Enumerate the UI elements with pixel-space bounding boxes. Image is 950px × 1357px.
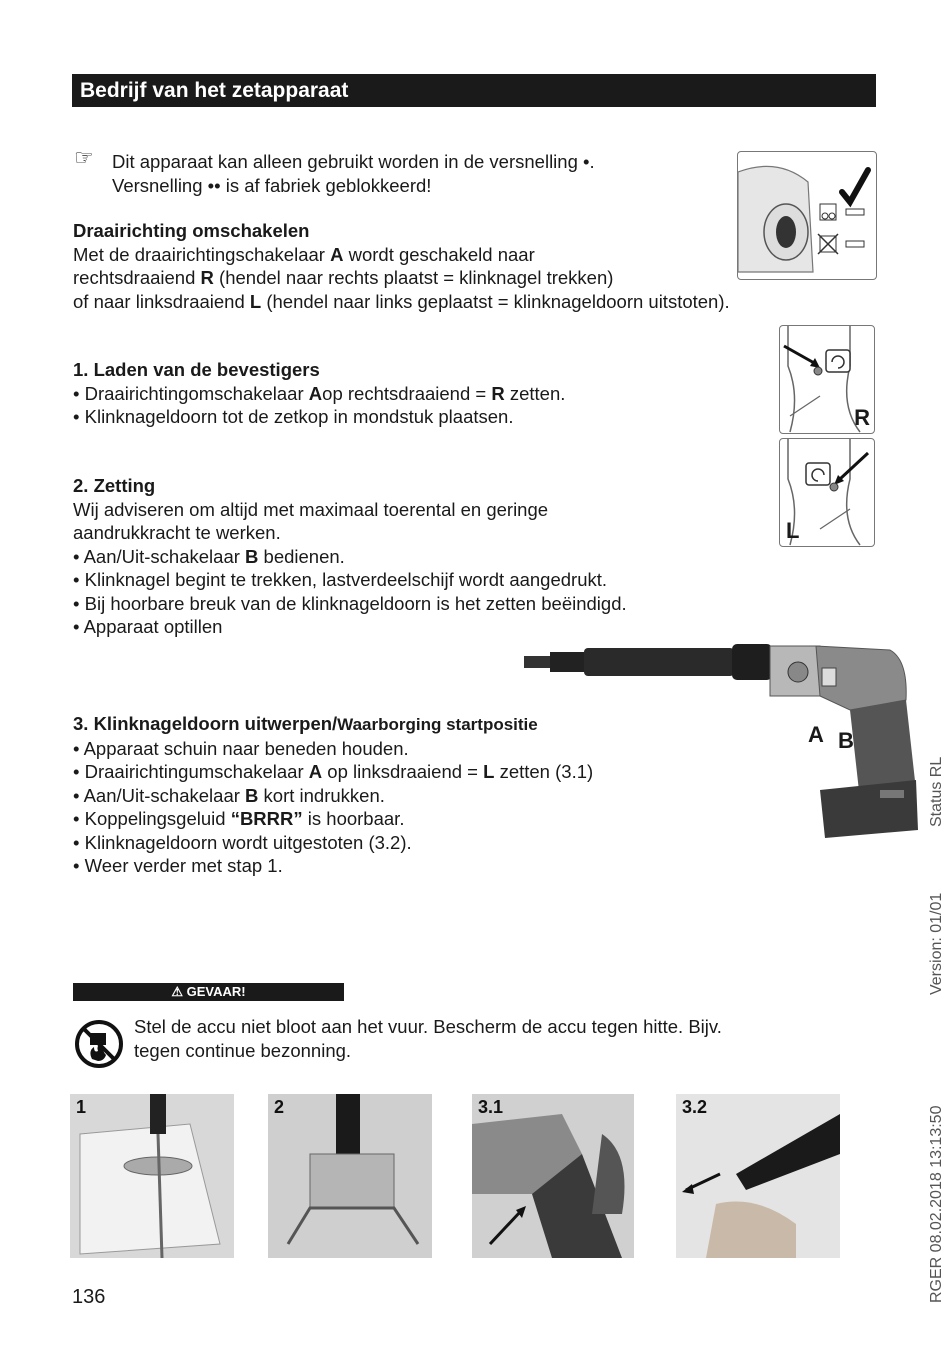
side-status: Status RL bbox=[928, 756, 945, 827]
photo-label-2: 2 bbox=[274, 1097, 285, 1117]
setting-bullet-2: • Klinknagel begint te trekken, lastverdeelschijf wordt aangedrukt. bbox=[73, 569, 608, 590]
eject-bullet-5: • Klinknageldoorn wordt uitgestoten (3.2). bbox=[73, 831, 412, 853]
intro-line-1: Dit apparaat kan alleen gebruikt worden in de versnelling •. bbox=[112, 151, 595, 172]
eject-bullet-2: • Draairichtingumschakelaar A op linksdraaiend = L zetten (3.1) bbox=[73, 761, 594, 782]
load-section bbox=[73, 358, 565, 429]
side-stamp: RGER 08.02.2018 13:13:50 bbox=[928, 1105, 945, 1303]
photo-step-3-2 bbox=[676, 1094, 840, 1258]
section-title: Bedrijf van het zetapparaat bbox=[72, 74, 876, 107]
panel-r-label: R bbox=[854, 405, 870, 430]
photo-step-3-1 bbox=[472, 1094, 634, 1258]
eject-section bbox=[73, 712, 593, 878]
tool-label-b: B bbox=[838, 728, 854, 753]
photo-label-3-2: 3.2 bbox=[682, 1097, 708, 1117]
setting-para-1: Wij adviseren om altijd met maximaal toerental en geringe bbox=[73, 498, 549, 520]
direction-line-2: rechtsdraaiend R (hendel naar rechts plaatst = klinknagel trekken) bbox=[73, 267, 614, 288]
photo-step-1 bbox=[70, 1094, 234, 1258]
intro-line-2: Versnelling •• is af fabriek geblokkeerd! bbox=[112, 174, 432, 196]
eject-bullet-1: • Apparaat schuin naar beneden houden. bbox=[73, 737, 409, 759]
setting-bullet-3: • Bij hoorbare breuk van de klinknageldoorn is het zetten beëindigd. bbox=[73, 592, 627, 614]
warning-line-2: tegen continue bezonning. bbox=[134, 1039, 352, 1061]
warning-text bbox=[134, 1015, 722, 1062]
side-version: Version: 01/01 bbox=[928, 892, 945, 995]
setting-para-2: aandrukkracht te werken. bbox=[73, 522, 281, 543]
intro-note bbox=[112, 150, 595, 197]
photo-label-1: 1 bbox=[76, 1097, 87, 1117]
direction-line-3: of naar linksdraaiend L (hendel naar links geplaatst = klinknageldoorn uitstoten). bbox=[73, 290, 730, 312]
load-heading: 1. Laden van de bevestigers bbox=[73, 359, 320, 380]
gear-selection-figure bbox=[737, 151, 877, 280]
page-number: 136 bbox=[72, 1286, 106, 1308]
direction-section bbox=[73, 219, 730, 313]
direction-left-figure bbox=[779, 438, 875, 547]
load-bullet-2: • Klinknageldoorn tot de zetkop in mondstuk plaatsen. bbox=[73, 406, 514, 427]
setting-section bbox=[73, 474, 627, 639]
load-bullet-1: • Draairichtingomschakelaar Aop rechtsdraaiend = R zetten. bbox=[73, 382, 566, 404]
direction-line-1: Met de draairichtingschakelaar A wordt geschakeld naar bbox=[73, 243, 535, 265]
panel-l-label: L bbox=[786, 518, 800, 543]
photo-label-3-1: 3.1 bbox=[478, 1097, 504, 1117]
eject-heading: 3. Klinknageldoorn uitwerpen/Waarborging startpositie bbox=[73, 713, 538, 734]
tool-label-a: A bbox=[808, 722, 824, 747]
pointing-hand-icon: ☞ bbox=[74, 145, 94, 170]
direction-heading: Draairichting omschakelen bbox=[73, 220, 310, 241]
gear-selection-drawing bbox=[738, 152, 876, 279]
setting-bullet-1: • Aan/Uit-schakelaar B bedienen. bbox=[73, 545, 345, 567]
photo-step-2 bbox=[268, 1094, 432, 1258]
eject-bullet-4: • Koppelingsgeluid “BRRR” is hoorbaar. bbox=[73, 808, 405, 829]
direction-right-figure bbox=[779, 325, 875, 434]
eject-bullet-6: • Weer verder met stap 1. bbox=[73, 855, 283, 876]
warning-line-1: Stel de accu niet bloot aan het vuur. Bescherm de accu tegen hitte. Bijv. bbox=[134, 1016, 722, 1037]
danger-label: ⚠ GEVAAR! bbox=[73, 983, 344, 1001]
no-fire-battery-icon bbox=[74, 1019, 124, 1069]
eject-bullet-3: • Aan/Uit-schakelaar B kort indrukken. bbox=[73, 784, 385, 806]
setting-heading: 2. Zetting bbox=[73, 475, 156, 496]
setting-bullet-4: • Apparaat optillen bbox=[73, 616, 223, 637]
